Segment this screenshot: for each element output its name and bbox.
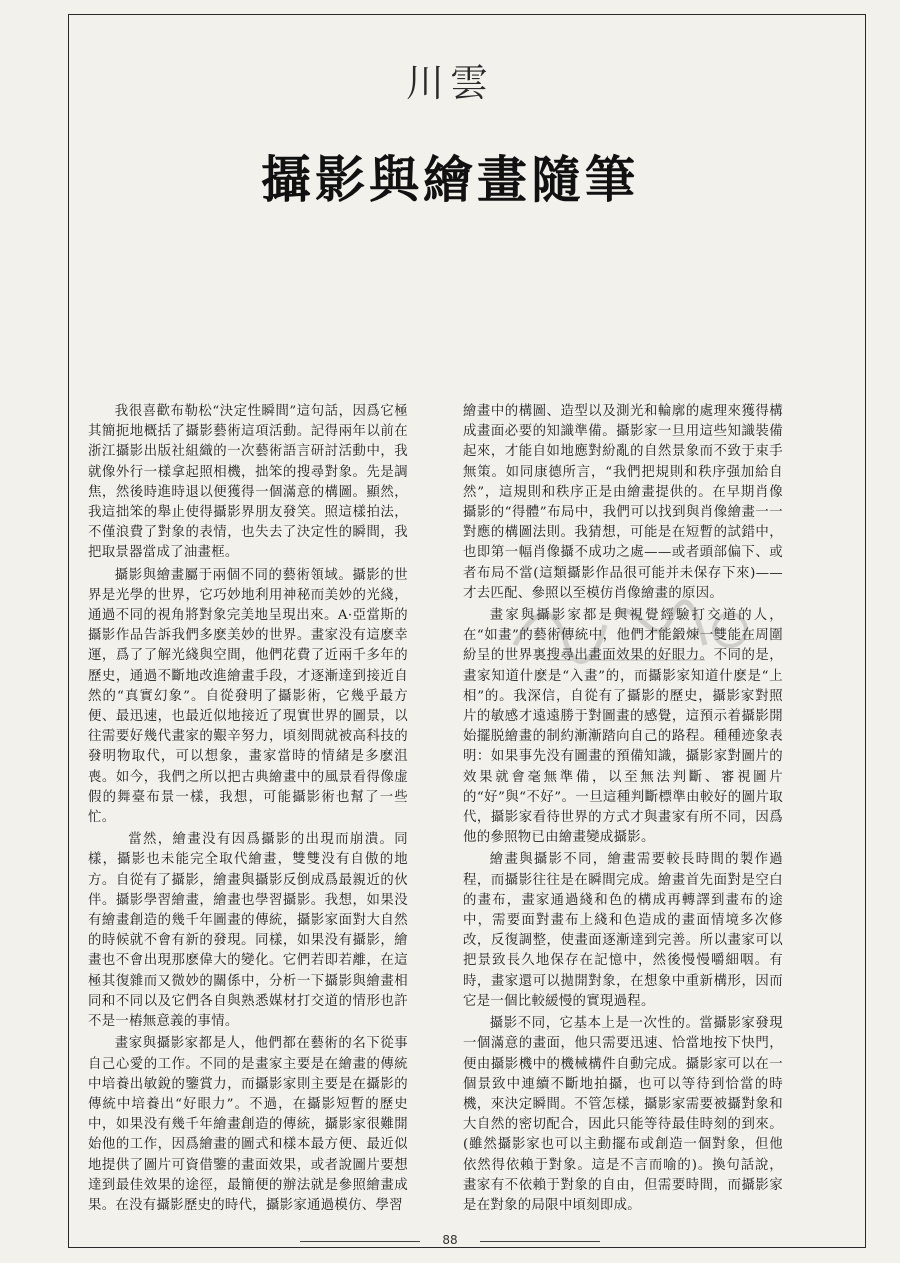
page-number-footer <box>0 1233 900 1263</box>
paragraph: 畫家與攝影家都是與視覺經驗打交道的人，在“如畫”的藝術傳統中，他們才能鍛煉一雙能在周圍紛呈的世界裏搜尋出畫面效果的好眼力。不同的是，畫家知道什麽是“入畫”的，而攝影家知道什麽是“上相”的。我深信，自從有了攝影的歷史，攝影家對照片的敏感才遠遠勝于對圖畫的感覺，這預示着攝影開始擺脱繪畫的制約漸漸踏向自己的路程。種種迹象表明：如果事先没有圖畫的預備知識，攝影家對圖片的效果就會毫無準備，以至無法判斷、審視圖片的“好”與“不好”。一旦這種判斷標準由較好的圖片取代，攝影家看待世界的方式才與畫家有所不同，因爲他的參照物已由繪畫變成攝影。 <box>463 608 783 846</box>
paragraph: 攝影與繪畫屬于兩個不同的藝術領域。攝影的世界是光學的世界，它巧妙地利用神秘而美妙的光綫，通過不同的視角將對象完美地呈現出來。A·亞當斯的攝影作品告訴我們多麽美妙的世界。畫家没有這麽幸運，爲了了解光綫與空間，他們花費了近兩千多年的歷史，通過不斷地改進繪畫手段，才逐漸達到接近自然的“真實幻象”。自從發明了攝影術，它幾乎最方便、最迅速，也最近似地接近了現實世界的圖景，以往需要好幾代畫家的艱辛努力，頃刻間就被高科技的發明物取代，可以想象，畫家當時的情緒是多麽沮喪。如今，我們之所以把古典繪畫中的風景看得像虚假的舞臺布景一樣，我想，可能攝影術也幫了一些忙。 <box>88 567 408 826</box>
author-name: 川雲 <box>405 61 494 105</box>
paragraph: 繪畫與攝影不同，繪畫需要較長時間的製作過程，而攝影往往是在瞬間完成。繪畫首先面對是空白的畫布，畫家通過綫和色的構成再轉譯到畫布的途中，需要面對畫布上綫和色造成的畫面情境多次修改，反復調整，使畫面逐漸達到完善。所以畫家可以把景致長久地保存在記憶中，然後慢慢嚼細咽。有時，畫家還可以拋開對象，在想象中重新構形，因而它是一個比較緩慢的實現過程。 <box>463 852 783 1009</box>
paragraph: 我很喜歡布勒松“決定性瞬間”這句話，因爲它極其簡扼地概括了攝影藝術這項活動。記得兩年以前在浙江攝影出版社組織的一次藝術語言研討活動中，我就像外行一樣拿起照相機，拙笨的搜尋對象。先是調焦，然後時進時退以便獲得一個滿意的構圖。顯然，我這拙笨的舉止使得攝影界朋友發笑。照這樣拍法，不僅浪費了對象的表情，也失去了決定性的瞬間，我把取景器當成了油畫框。 <box>88 404 408 561</box>
article-title: 攝影與繪畫隨筆 <box>261 151 639 209</box>
right-column <box>463 402 783 1218</box>
paragraph: 當然，繪畫没有因爲攝影的出現而崩潰。同樣，攝影也未能完全取代繪畫，雙雙没有自傲的地方。自從有了攝影，繪畫與攝影反倒成爲最親近的伙伴。攝影學習繪畫，繪畫也學習攝影。我想，如果没有繪畫創造的幾千年圖畫的傳統，攝影家面對大自然的時候就不會有新的發現。同樣，如果没有攝影，繪畫也不會出現那麽偉大的變化。它們若即若離，在這極其復雜而又微妙的關係中，分析一下攝影與繪畫相同和不同以及它們各自與熟悉媒材打交道的情形也許不是一樁無意義的事情。 <box>88 832 408 1030</box>
page-number: 88 <box>438 1233 461 1247</box>
paragraph: 畫家與攝影家都是人，他們都在藝術的名下從事自己心愛的工作。不同的是畫家主要是在繪畫的傳統中培養出敏銳的鑒賞力，而攝影家則主要是在攝影的傳統中培養出“好眼力”。不過，在攝影短暫的歷史中，如果没有幾千年繪畫創造的傳統，攝影家很難開始他的工作，因爲繪畫的圖式和樣本最方便、最近似地提供了圖片可資借鑒的畫面效果，或者說圖片要想達到最佳效果的途徑，最簡便的辦法就是參照繪畫成果。在没有攝影歷史的時代，攝影家通過模仿、學習 <box>88 1036 408 1213</box>
paragraph: 攝影不同，它基本上是一次性的。當攝影家發現一個滿意的畫面，他只需要迅速、恰當地按下快門，便由攝影機中的機械構件自動完成。攝影家可以在一個景致中連續不斷地拍攝，也可以等待到恰當的時機，來決定瞬間。不管怎樣，攝影家需要被攝對象和大自然的密切配合，因此只能等待最佳時刻的到來。(雖然攝影家也可以主動擺布或創造一個對象，但他依然得依賴于對象。這是不言而喻的)。換句話說，畫家有不依賴于對象的自由，但需要時間，而攝影家是在對象的局限中頃刻即成。 <box>463 1016 783 1213</box>
paragraph: 繪畫中的構圖、造型以及測光和輪廓的處理來獲得構成畫面必要的知識準備。攝影家一旦用這些知識裝備起來，才能自如地應對紛亂的自然景象而不致于束手無策。如同康德所言，“我們把規則和秩序强加給自然”，這規則和秩序正是由繪畫提供的。在早期肖像攝影的“得體”布局中，我們可以找到與肖像繪畫一一對應的構圖法則。我猜想，可能是在短暫的試錯中，也即第一幅肖像攝不成功之處——或者頭部偏下、或者布局不當(這類攝影作品很可能并未保存下來)——才去匹配、參照以至模仿肖像繪畫的原因。 <box>463 404 783 601</box>
left-column <box>88 402 408 1218</box>
